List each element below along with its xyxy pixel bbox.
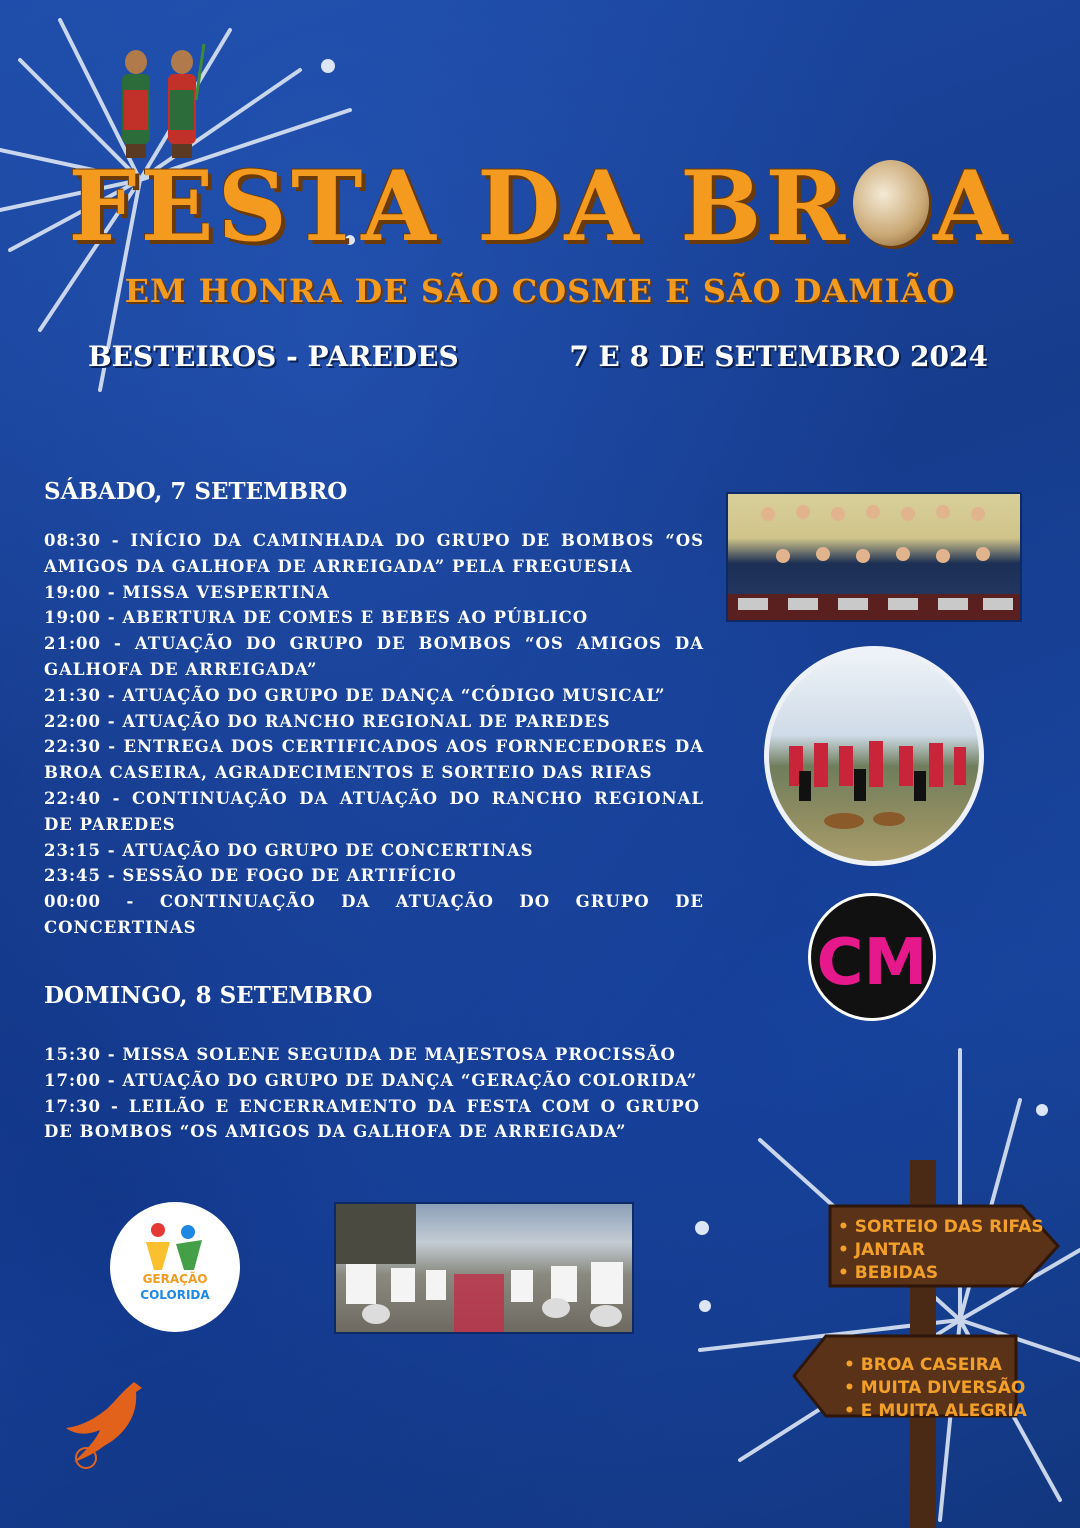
schedule-item: 23:45 - SESSÃO DE FOGO DE ARTIFÍCIO	[44, 866, 457, 886]
sunday-schedule	[44, 1042, 700, 1145]
bombos-group-photo	[726, 492, 1022, 622]
sign-item: • BROA CASEIRA	[844, 1355, 1002, 1375]
event-location: BESTEIROS - PAREDES	[88, 340, 459, 373]
schedule-item: 22:30 - ENTREGA DOS CERTIFICADOS AOS FORNECEDORES DA BROA CASEIRA, AGRADECIMENTOS E SORTEIO DAS RIFAS	[44, 737, 704, 783]
event-date: 7 E 8 DE SETEMBRO 2024	[569, 340, 988, 373]
signpost	[790, 1160, 1070, 1528]
bird-logo	[56, 1374, 152, 1474]
sign-top-text	[838, 1216, 1044, 1285]
sign-item: • BEBIDAS	[838, 1263, 939, 1283]
broa-bread-icon	[853, 160, 929, 246]
schedule-item: 19:00 - ABERTURA DE COMES E BEBES AO PÚBLICO	[44, 608, 589, 628]
sign-item: • SORTEIO DAS RIFAS	[838, 1217, 1044, 1237]
schedule-item: 22:00 - ATUAÇÃO DO RANCHO REGIONAL DE PAREDES	[44, 711, 611, 731]
codigo-musical-logo	[808, 893, 936, 1021]
people-figures-icon	[110, 1210, 240, 1280]
cm-logo-text: CM	[816, 926, 928, 1000]
schedule-item: 23:15 - ATUAÇÃO DO GRUPO DE CONCERTINAS	[44, 840, 534, 860]
schedule-item: 17:00 - ATUAÇÃO DO GRUPO DE DANÇA “GERAÇÃO COLORIDA”	[44, 1070, 698, 1090]
geracao-logo-line1: GERAÇÃO	[142, 1272, 208, 1286]
saturday-schedule	[44, 528, 704, 941]
sunday-heading: DOMINGO, 8 SETEMBRO	[44, 982, 373, 1009]
schedule-item: 08:30 - INÍCIO DA CAMINHADA DO GRUPO DE BOMBOS “OS AMIGOS DA GALHOFA DE ARREIGADA” PELA FREGUESIA	[44, 531, 704, 576]
schedule-item: 19:00 - MISSA VESPERTINA	[44, 582, 330, 602]
geracao-logo-line2: COLORIDA	[140, 1288, 210, 1302]
saints-statues-image	[104, 40, 214, 164]
drummers-parade-photo	[334, 1202, 634, 1334]
saturday-heading: SÁBADO, 7 SETEMBRO	[44, 478, 348, 505]
festival-subtitle: EM HONRA DE SÃO COSME E SÃO DAMIÃO	[124, 272, 956, 310]
sign-item: • MUITA DIVERSÃO	[844, 1378, 1026, 1398]
schedule-item: 22:40 - CONTINUAÇÃO DA ATUAÇÃO DO RANCHO REGIONAL DE PAREDES	[44, 788, 704, 834]
rancho-group-photo	[764, 646, 984, 866]
sign-bottom-text	[844, 1354, 1027, 1423]
sign-item: • JANTAR	[838, 1240, 926, 1260]
schedule-item: 00:00 - CONTINUAÇÃO DA ATUAÇÃO DO GRUPO DE CONCERTINAS	[44, 892, 704, 937]
sign-item: • E MUITA ALEGRIA	[844, 1401, 1027, 1421]
schedule-item: 21:00 - ATUAÇÃO DO GRUPO DE BOMBOS “OS AMIGOS DA GALHOFA DE ARREIGADA”	[44, 634, 704, 679]
schedule-item: 15:30 - MISSA SOLENE SEGUIDA DE MAJESTOSA PROCISSÃO	[44, 1045, 676, 1064]
schedule-item: 17:30 - LEILÃO E ENCERRAMENTO DA FESTA COM O GRUPO DE BOMBOS “OS AMIGOS DA GALHOFA DE ARREIGADA”	[44, 1096, 700, 1142]
geracao-colorida-logo	[110, 1202, 240, 1332]
festival-title: FESTA DA BR A	[68, 150, 1012, 263]
schedule-item: 21:30 - ATUAÇÃO DO GRUPO DE DANÇA “CÓDIGO MUSICAL”	[44, 685, 666, 705]
